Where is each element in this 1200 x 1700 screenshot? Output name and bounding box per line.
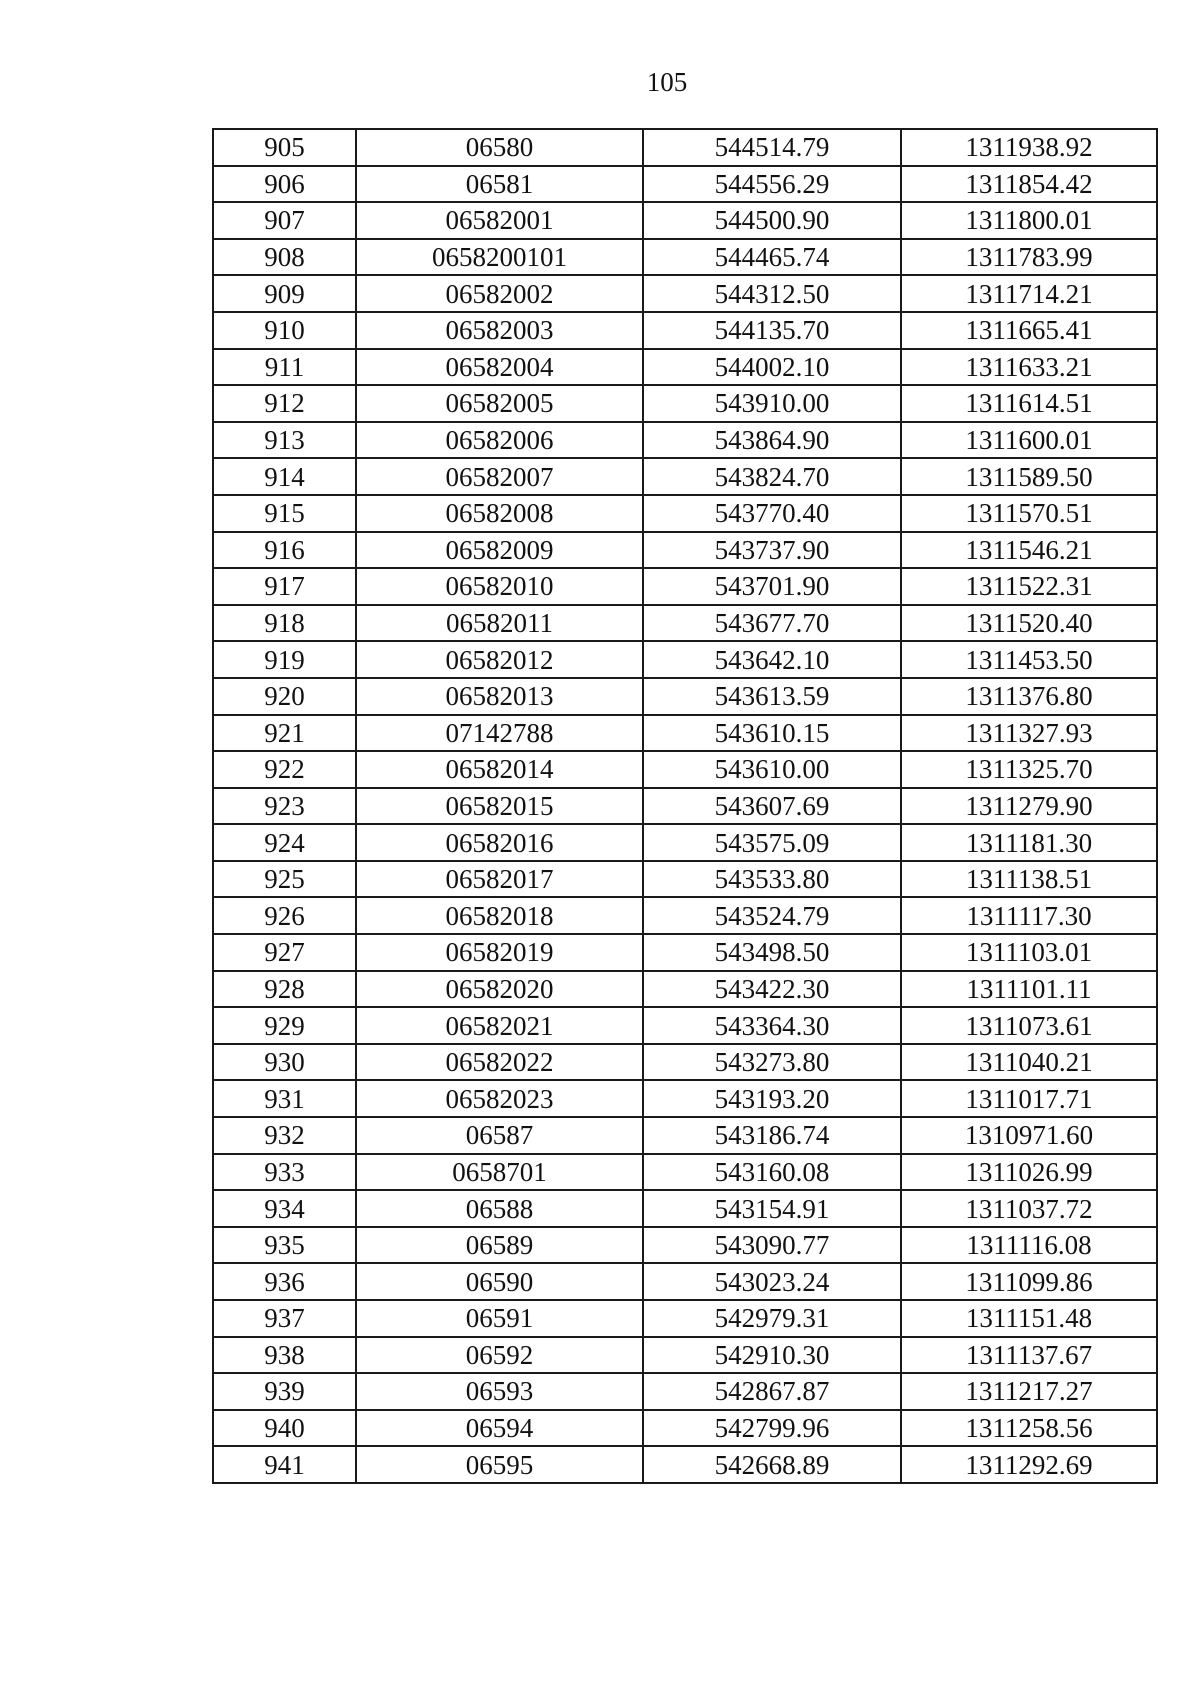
- x-coordinate-cell: 543575.09: [643, 824, 901, 861]
- x-coordinate-cell: 543498.50: [643, 934, 901, 971]
- x-coordinate-cell: 544556.29: [643, 166, 901, 203]
- table-row: [213, 275, 1157, 312]
- row-number-cell: 926: [213, 897, 356, 934]
- y-coordinate-cell: 1311325.70: [901, 751, 1157, 788]
- table-row: [213, 166, 1157, 203]
- point-code-cell: 06582001: [356, 202, 643, 239]
- row-number-cell: 908: [213, 239, 356, 276]
- x-coordinate-cell: 542867.87: [643, 1373, 901, 1410]
- row-number-cell: 930: [213, 1044, 356, 1081]
- table-row: [213, 971, 1157, 1008]
- row-number-cell: 909: [213, 275, 356, 312]
- x-coordinate-cell: 543677.70: [643, 605, 901, 642]
- y-coordinate-cell: 1311570.51: [901, 495, 1157, 532]
- y-coordinate-cell: 1311116.08: [901, 1227, 1157, 1264]
- x-coordinate-cell: 543642.10: [643, 641, 901, 678]
- point-code-cell: 06582023: [356, 1080, 643, 1117]
- x-coordinate-cell: 543193.20: [643, 1080, 901, 1117]
- row-number-cell: 912: [213, 385, 356, 422]
- point-code-cell: 06582015: [356, 788, 643, 825]
- x-coordinate-cell: 544312.50: [643, 275, 901, 312]
- point-code-cell: 06592: [356, 1337, 643, 1374]
- y-coordinate-cell: 1311181.30: [901, 824, 1157, 861]
- row-number-cell: 927: [213, 934, 356, 971]
- row-number-cell: 933: [213, 1154, 356, 1191]
- table-row: [213, 641, 1157, 678]
- y-coordinate-cell: 1311938.92: [901, 129, 1157, 166]
- y-coordinate-cell: 1311099.86: [901, 1263, 1157, 1300]
- y-coordinate-cell: 1311103.01: [901, 934, 1157, 971]
- y-coordinate-cell: 1311600.01: [901, 422, 1157, 459]
- point-code-cell: 06590: [356, 1263, 643, 1300]
- row-number-cell: 939: [213, 1373, 356, 1410]
- point-code-cell: 06582021: [356, 1007, 643, 1044]
- x-coordinate-cell: 543613.59: [643, 678, 901, 715]
- table-row: [213, 495, 1157, 532]
- y-coordinate-cell: 1311453.50: [901, 641, 1157, 678]
- point-code-cell: 06580: [356, 129, 643, 166]
- x-coordinate-cell: 543524.79: [643, 897, 901, 934]
- table-row: [213, 1007, 1157, 1044]
- row-number-cell: 920: [213, 678, 356, 715]
- point-code-cell: 06582019: [356, 934, 643, 971]
- table-row: [213, 312, 1157, 349]
- x-coordinate-cell: 543610.15: [643, 715, 901, 752]
- table-row: [213, 385, 1157, 422]
- x-coordinate-cell: 543770.40: [643, 495, 901, 532]
- table-row: [213, 788, 1157, 825]
- x-coordinate-cell: 543154.91: [643, 1190, 901, 1227]
- x-coordinate-cell: 543023.24: [643, 1263, 901, 1300]
- x-coordinate-cell: 543910.00: [643, 385, 901, 422]
- row-number-cell: 907: [213, 202, 356, 239]
- y-coordinate-cell: 1311589.50: [901, 458, 1157, 495]
- x-coordinate-cell: 543422.30: [643, 971, 901, 1008]
- point-code-cell: 06581: [356, 166, 643, 203]
- point-code-cell: 06582008: [356, 495, 643, 532]
- table-row: [213, 934, 1157, 971]
- table-row: [213, 422, 1157, 459]
- point-code-cell: 06582016: [356, 824, 643, 861]
- y-coordinate-cell: 1311327.93: [901, 715, 1157, 752]
- row-number-cell: 925: [213, 861, 356, 898]
- row-number-cell: 937: [213, 1300, 356, 1337]
- y-coordinate-cell: 1311800.01: [901, 202, 1157, 239]
- point-code-cell: 06589: [356, 1227, 643, 1264]
- x-coordinate-cell: 543864.90: [643, 422, 901, 459]
- row-number-cell: 929: [213, 1007, 356, 1044]
- table-row: [213, 568, 1157, 605]
- row-number-cell: 917: [213, 568, 356, 605]
- point-code-cell: 0658701: [356, 1154, 643, 1191]
- x-coordinate-cell: 543701.90: [643, 568, 901, 605]
- row-number-cell: 913: [213, 422, 356, 459]
- x-coordinate-cell: 543186.74: [643, 1117, 901, 1154]
- x-coordinate-cell: 542799.96: [643, 1410, 901, 1447]
- point-code-cell: 06582007: [356, 458, 643, 495]
- y-coordinate-cell: 1311783.99: [901, 239, 1157, 276]
- y-coordinate-cell: 1311376.80: [901, 678, 1157, 715]
- y-coordinate-cell: 1311854.42: [901, 166, 1157, 203]
- point-code-cell: 06591: [356, 1300, 643, 1337]
- table-row: [213, 202, 1157, 239]
- table-row: [213, 1154, 1157, 1191]
- point-code-cell: 06582010: [356, 568, 643, 605]
- x-coordinate-cell: 543273.80: [643, 1044, 901, 1081]
- table-row: [213, 1080, 1157, 1117]
- point-code-cell: 06582011: [356, 605, 643, 642]
- table-row: [213, 1446, 1157, 1483]
- table-row: [213, 458, 1157, 495]
- row-number-cell: 924: [213, 824, 356, 861]
- point-code-cell: 06582006: [356, 422, 643, 459]
- y-coordinate-cell: 1311137.67: [901, 1337, 1157, 1374]
- y-coordinate-cell: 1310971.60: [901, 1117, 1157, 1154]
- x-coordinate-cell: 543533.80: [643, 861, 901, 898]
- table-row: [213, 1190, 1157, 1227]
- row-number-cell: 936: [213, 1263, 356, 1300]
- point-code-cell: 06582018: [356, 897, 643, 934]
- point-code-cell: 06582017: [356, 861, 643, 898]
- y-coordinate-cell: 1311614.51: [901, 385, 1157, 422]
- table-row: [213, 897, 1157, 934]
- row-number-cell: 918: [213, 605, 356, 642]
- row-number-cell: 906: [213, 166, 356, 203]
- row-number-cell: 940: [213, 1410, 356, 1447]
- x-coordinate-cell: 543090.77: [643, 1227, 901, 1264]
- row-number-cell: 916: [213, 532, 356, 569]
- point-code-cell: 06582009: [356, 532, 643, 569]
- point-code-cell: 06582013: [356, 678, 643, 715]
- page-number: 105: [646, 67, 688, 97]
- y-coordinate-cell: 1311026.99: [901, 1154, 1157, 1191]
- point-code-cell: 06582020: [356, 971, 643, 1008]
- y-coordinate-cell: 1311101.11: [901, 971, 1157, 1008]
- point-code-cell: 0658200101: [356, 239, 643, 276]
- row-number-cell: 923: [213, 788, 356, 825]
- y-coordinate-cell: 1311138.51: [901, 861, 1157, 898]
- x-coordinate-cell: 544514.79: [643, 129, 901, 166]
- row-number-cell: 938: [213, 1337, 356, 1374]
- table-row: [213, 605, 1157, 642]
- table-row: [213, 751, 1157, 788]
- y-coordinate-cell: 1311073.61: [901, 1007, 1157, 1044]
- point-code-cell: 06588: [356, 1190, 643, 1227]
- row-number-cell: 934: [213, 1190, 356, 1227]
- table-row: [213, 1263, 1157, 1300]
- table-row: [213, 715, 1157, 752]
- row-number-cell: 935: [213, 1227, 356, 1264]
- x-coordinate-cell: 543364.30: [643, 1007, 901, 1044]
- row-number-cell: 914: [213, 458, 356, 495]
- coordinates-table-body: [213, 129, 1157, 1483]
- row-number-cell: 921: [213, 715, 356, 752]
- row-number-cell: 919: [213, 641, 356, 678]
- table-row: [213, 1337, 1157, 1374]
- table-row: [213, 1117, 1157, 1154]
- table-row: [213, 861, 1157, 898]
- y-coordinate-cell: 1311665.41: [901, 312, 1157, 349]
- point-code-cell: 06594: [356, 1410, 643, 1447]
- table-row: [213, 532, 1157, 569]
- x-coordinate-cell: 544465.74: [643, 239, 901, 276]
- x-coordinate-cell: 543737.90: [643, 532, 901, 569]
- y-coordinate-cell: 1311714.21: [901, 275, 1157, 312]
- x-coordinate-cell: 542668.89: [643, 1446, 901, 1483]
- point-code-cell: 06595: [356, 1446, 643, 1483]
- y-coordinate-cell: 1311037.72: [901, 1190, 1157, 1227]
- x-coordinate-cell: 543610.00: [643, 751, 901, 788]
- point-code-cell: 06593: [356, 1373, 643, 1410]
- row-number-cell: 928: [213, 971, 356, 1008]
- table-row: [213, 824, 1157, 861]
- y-coordinate-cell: 1311117.30: [901, 897, 1157, 934]
- x-coordinate-cell: 543824.70: [643, 458, 901, 495]
- y-coordinate-cell: 1311292.69: [901, 1446, 1157, 1483]
- row-number-cell: 911: [213, 349, 356, 386]
- x-coordinate-cell: 542979.31: [643, 1300, 901, 1337]
- x-coordinate-cell: 542910.30: [643, 1337, 901, 1374]
- y-coordinate-cell: 1311217.27: [901, 1373, 1157, 1410]
- row-number-cell: 905: [213, 129, 356, 166]
- y-coordinate-cell: 1311279.90: [901, 788, 1157, 825]
- table-row: [213, 239, 1157, 276]
- point-code-cell: 06582005: [356, 385, 643, 422]
- x-coordinate-cell: 543160.08: [643, 1154, 901, 1191]
- table-row: [213, 1300, 1157, 1337]
- point-code-cell: 07142788: [356, 715, 643, 752]
- y-coordinate-cell: 1311017.71: [901, 1080, 1157, 1117]
- point-code-cell: 06582014: [356, 751, 643, 788]
- y-coordinate-cell: 1311258.56: [901, 1410, 1157, 1447]
- x-coordinate-cell: 544500.90: [643, 202, 901, 239]
- point-code-cell: 06582012: [356, 641, 643, 678]
- y-coordinate-cell: 1311520.40: [901, 605, 1157, 642]
- point-code-cell: 06582004: [356, 349, 643, 386]
- row-number-cell: 932: [213, 1117, 356, 1154]
- row-number-cell: 910: [213, 312, 356, 349]
- table-row: [213, 349, 1157, 386]
- table-row: [213, 1410, 1157, 1447]
- y-coordinate-cell: 1311522.31: [901, 568, 1157, 605]
- y-coordinate-cell: 1311040.21: [901, 1044, 1157, 1081]
- table-row: [213, 129, 1157, 166]
- table-row: [213, 1044, 1157, 1081]
- coordinates-table: [212, 128, 1158, 1484]
- table-row: [213, 678, 1157, 715]
- point-code-cell: 06587: [356, 1117, 643, 1154]
- x-coordinate-cell: 544135.70: [643, 312, 901, 349]
- point-code-cell: 06582022: [356, 1044, 643, 1081]
- y-coordinate-cell: 1311546.21: [901, 532, 1157, 569]
- table-row: [213, 1373, 1157, 1410]
- y-coordinate-cell: 1311633.21: [901, 349, 1157, 386]
- x-coordinate-cell: 544002.10: [643, 349, 901, 386]
- x-coordinate-cell: 543607.69: [643, 788, 901, 825]
- point-code-cell: 06582003: [356, 312, 643, 349]
- row-number-cell: 931: [213, 1080, 356, 1117]
- table-row: [213, 1227, 1157, 1264]
- row-number-cell: 941: [213, 1446, 356, 1483]
- y-coordinate-cell: 1311151.48: [901, 1300, 1157, 1337]
- point-code-cell: 06582002: [356, 275, 643, 312]
- row-number-cell: 922: [213, 751, 356, 788]
- row-number-cell: 915: [213, 495, 356, 532]
